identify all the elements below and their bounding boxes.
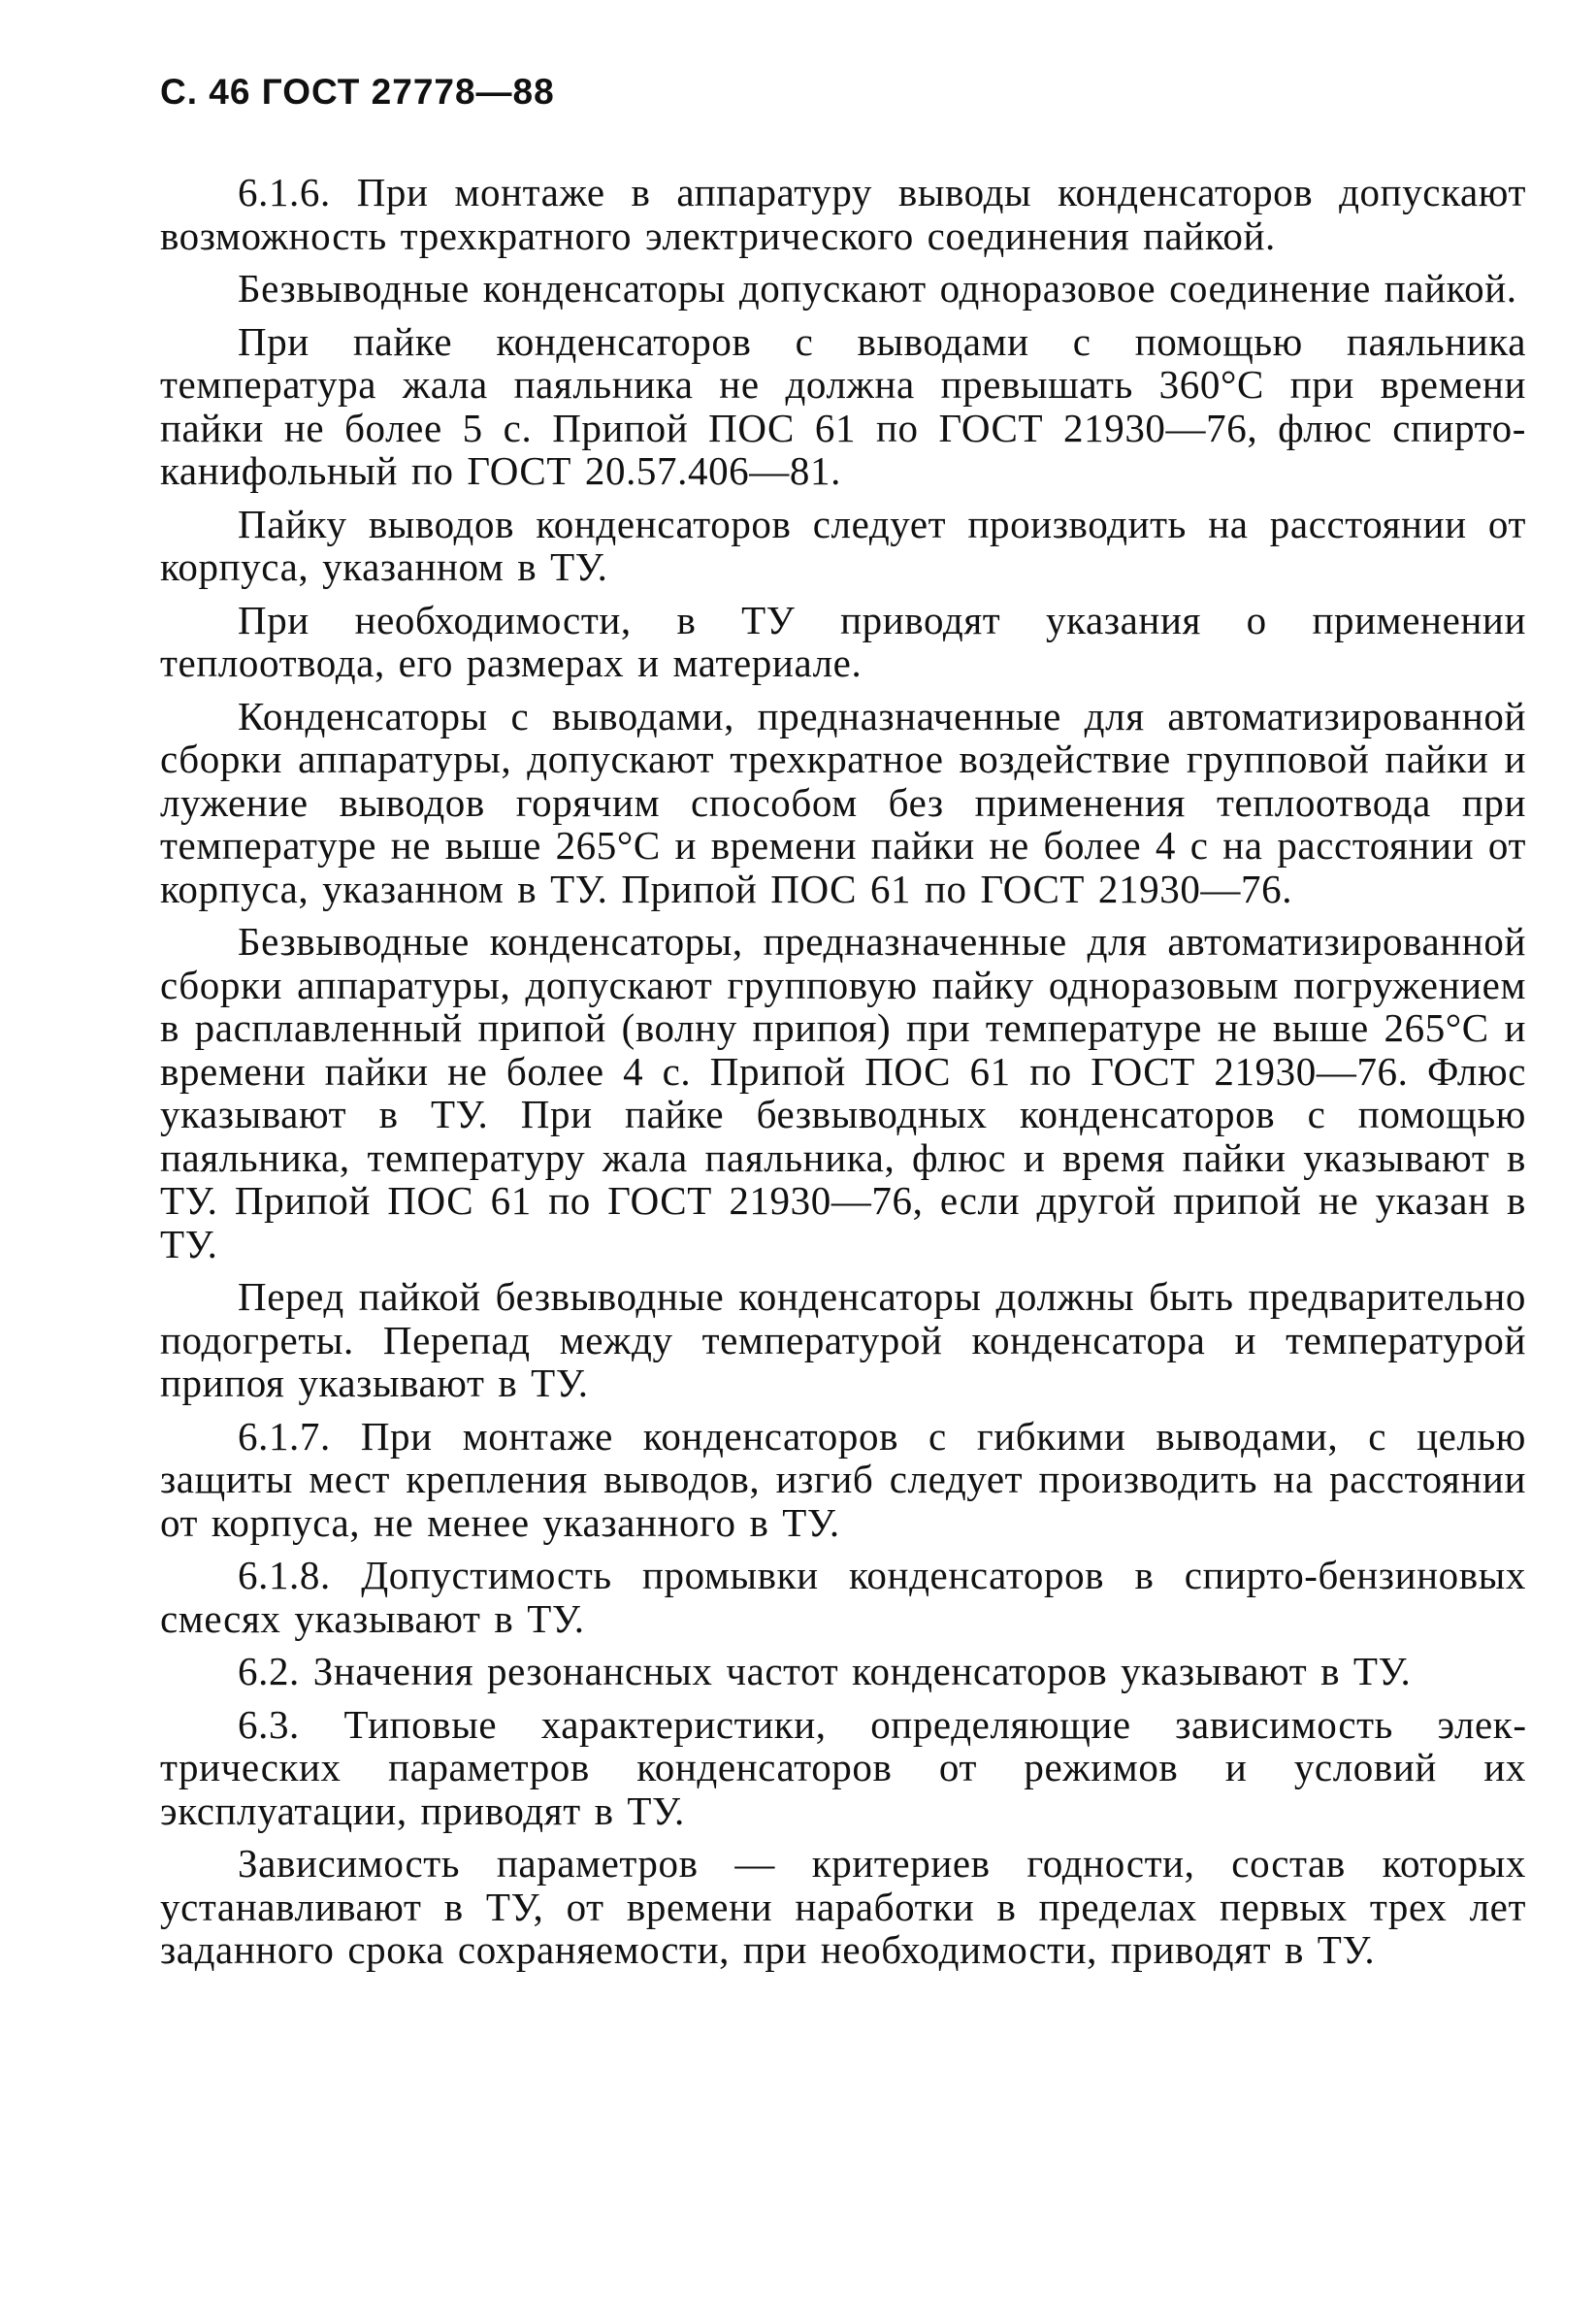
paragraph-6-2: 6.2. Значения резонансных частот конденсаторов указывают в ТУ. — [238, 1649, 1412, 1693]
paragraph-6-1-7: 6.1.7. При монтаже конденсаторов с гибкими выводами, с целью защиты мест крепления выводов, изгиб следует производить на расстоянии от корпуса, не менее указанного в ТУ. — [160, 1413, 1526, 1545]
page-body — [160, 171, 1526, 1982]
paragraph-automated-assembly-leaded: Конденсаторы с выводами, предназначенные для автоматизированной сборки аппаратуры, допускают трехкратное воздействие групповой пайки и лужение выводов горячим способом без применения теплоотвода при температуре не выше 265°С и времени пайки не более 4 с на расстоянии от корпуса, указанном в ТУ. Припой ПОС 61 по ГОСТ 21930—76. — [160, 693, 1526, 911]
paragraph-heat-sink: При необходимости, в ТУ приводят указания о применении теплоотвода, его размерах и материале. — [160, 597, 1526, 685]
paragraph-6-1-8: 6.1.8. Допустимость промывки конденсаторов в спирто-бензиновых смесях указывают в ТУ. — [160, 1553, 1526, 1641]
paragraph-preheating: Перед пайкой безвыводные конденсаторы должны быть предварительно подогреты. Перепад между температурой конденсатора и температурой припоя указывают в ТУ. — [160, 1274, 1526, 1405]
paragraph-soldering-distance: Пайку выводов конденсаторов следует производить на расстоянии от корпуса, указанном в ТУ. — [160, 501, 1526, 589]
paragraph-automated-assembly-leadless: Безвыводные конденсаторы, предназначенные для автоматизированной сборки аппаратуры, допускают групповую пайку одноразовым погружением в расплавленный припой (волну припоя) при температуре не выше 265°С и времени пайки не более 4 с. Припой ПОС 61 по ГОСТ 21930—76. Флюс указывают в ТУ. При пайке безвыводных конденсаторов с помощью паяльника, температуру жала паяльника, флюс и время пайки указывают в ТУ. Припой ПОС 61 по ГОСТ 21930—76, если другой припой не указан в ТУ. — [160, 919, 1526, 1266]
paragraph-parameter-dependence: Зависимость параметров — критериев годности, состав которых устанавливают в ТУ, от времени наработки в пределах первых трех лет заданного срока сохраняемости, при необходимости, приводят в ТУ. — [160, 1841, 1526, 1972]
paragraph-6-1-6: 6.1.6. При монтаже в аппаратуру выводы конденсаторов допускают возможность трехкратного электрического соединения пайкой. — [160, 170, 1526, 258]
paragraph-soldering-iron-temperature: При пайке конденсаторов с выводами с помощью паяльника температура жала паяльника не должна превышать 360°С при времени пайки не более 5 с. Припой ПОС 61 по ГОСТ 21930—76, флюс спирто-канифольный по ГОСТ 20.57.406—81. — [160, 318, 1526, 493]
paragraph-6-3: 6.3. Типовые характеристики, определяющие зависимость электрических параметров конденсаторов от режимов и условий их эксплуатации, приводят в ТУ. — [160, 1701, 1526, 1833]
page-header: С. 46 ГОСТ 27778—88 — [160, 72, 555, 112]
paragraph-leadless-single-soldering: Безвыводные конденсаторы допускают одноразовое соединение пайкой. — [238, 266, 1517, 311]
